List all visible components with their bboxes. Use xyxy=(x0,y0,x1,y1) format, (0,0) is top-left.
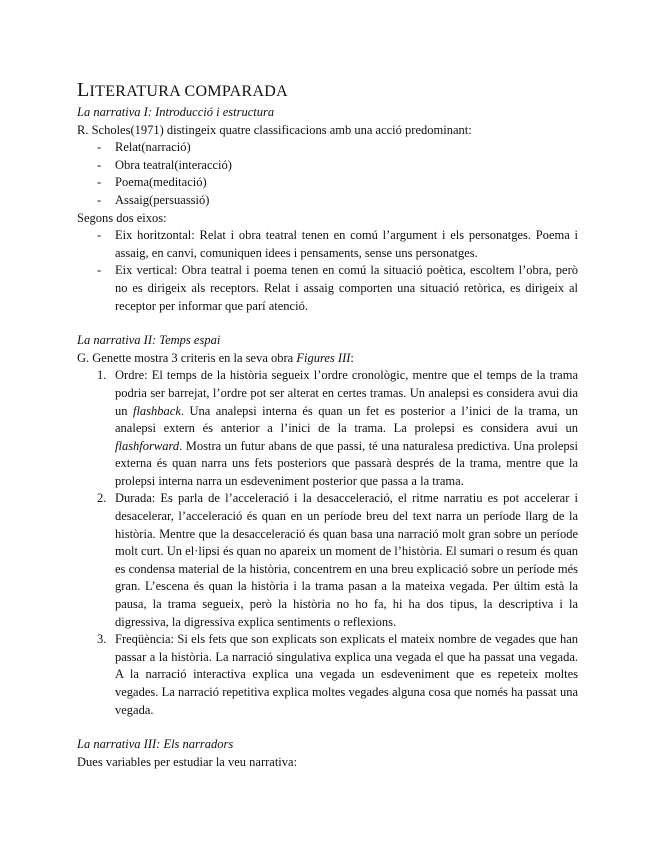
list-item: - Eix vertical: Obra teatral i poema tenen en comú la situació poètica, escoltem l’obra, però no es dirigeix als receptors. Relat i assaig comporten una situació retòrica, es dirigeix al receptor per informar que parí atenció. xyxy=(97,263,578,313)
axes-intro: Segons dos eixos: xyxy=(77,210,167,225)
section-1 xyxy=(77,104,578,315)
section-3 xyxy=(77,736,578,771)
section-1-intro: R. Scholes(1971) distingeix quatre classificacions amb una acció predominant: xyxy=(77,122,472,137)
section-3-heading: La narrativa III: Els narradors xyxy=(77,737,234,752)
section-2 xyxy=(77,332,578,719)
list-item-frequencia: 3. Freqüència: Si els fets que son explicats son explicats el mateix nombre de vegades que han passar a la història. La narració singulativa explica una vegada el que ha passat una vegada. A la narració interactiva explica una vegada un esdeveniment que es repeteix moltes vegades. La narració repetitiva explica moltes vegades alguna cosa que només ha passat una vegada. xyxy=(97,632,578,717)
section-2-heading: La narrativa II: Temps espai xyxy=(77,333,221,348)
list-item: - Eix horitzontal: Relat i obra teatral tenen en comú l’argument i els personatges. Poema i assaig, en canvi, comuniquen idees i pensaments, sense uns personatges. xyxy=(97,228,578,260)
list-item: - Relat(narració) xyxy=(97,140,191,155)
document-page xyxy=(77,80,578,771)
list-item: - Poema(meditació) xyxy=(97,175,207,190)
section-2-intro: G. Genette mostra 3 criteris en la seva obra Figures III: xyxy=(77,350,354,365)
list-item-durada: 2. Durada: Es parla de l’acceleració i la desacceleració, el ritme narratiu es pot accelerar i desacelerar, l’acceleració és quan en un període breu del text narra un període llarg de la història. Mentre que la desacceleració és quan basa una narració molt gran sobre un període molt curt. Un el·lipsi és quan no apareix un moment de l’història. El sumari o resum és quan es condensa material de la història, concentrem en una breu explicació sobre un període més gran. L’escena és quan la història i la trama pasan a la mateixa vegada. Per últim està la pausa, la trama segueix, però la història no ho fa, hi ha dos tipus, la descriptiva i la digressiva, la digressiva explica sentiments o reflexions. xyxy=(97,491,578,629)
list-item-ordre: 1. Ordre: El temps de la història segueix l’ordre cronològic, mentre que el temps de la trama podria ser barrejat, l’ordre pot ser alterat en certes tramas. Un analepsi es considera avui dia un flashback. Una analepsi interna és quan un fet es posterior a l’inici de la trama, un analepsi extern és anterior a l’inici de la trama. La prolepsi es considera avui un flashforward. Mostra un futur abans de que passi, té una naturalesa predictiva. Una prolepsi externa és quan narra uns fets posteriors que passarà després de la trama, mentre que la prolepsi interna narra un esdeveniment posterior que passa a la trama. xyxy=(97,368,578,488)
section-1-heading: La narrativa I: Introducció i estructura xyxy=(77,105,275,119)
document-title: LITERATURA COMPARADA xyxy=(77,79,289,101)
list-item: - Obra teatral(interacció) xyxy=(97,157,232,172)
classification-list xyxy=(77,139,578,209)
criteria-list xyxy=(77,367,578,719)
axes-list xyxy=(77,227,578,315)
list-item: - Assaig(persuassió) xyxy=(97,192,210,207)
section-3-intro: Dues variables per estudiar la veu narrativa: xyxy=(77,754,298,769)
